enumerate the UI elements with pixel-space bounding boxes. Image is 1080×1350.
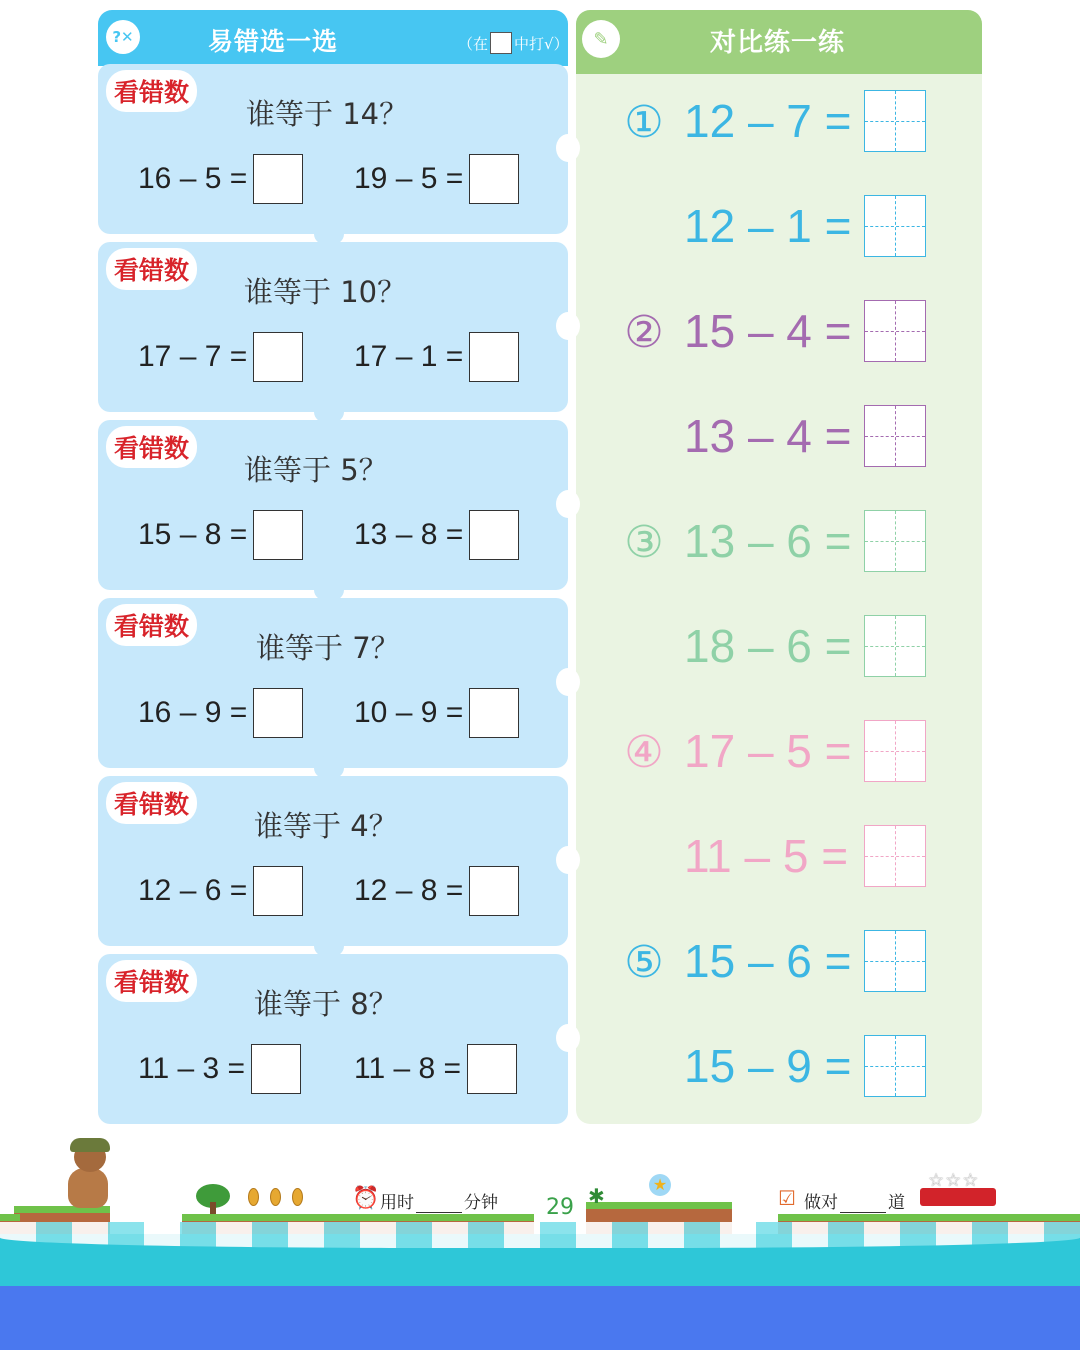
coin-icon [270, 1188, 281, 1206]
problem-number: ④ [624, 727, 664, 777]
time-blank[interactable] [416, 1212, 462, 1213]
star-bubble-icon: ★ [649, 1174, 671, 1196]
practice-row [620, 1035, 950, 1101]
checkbox-answer[interactable] [253, 688, 303, 738]
practice-row [620, 195, 950, 261]
practice-expression: 15 – 4 = [684, 305, 852, 357]
card-notch [556, 668, 580, 696]
mistake-badge: 看错数 [106, 248, 197, 290]
choice-card [98, 64, 568, 234]
option-right [354, 154, 519, 204]
option-left [138, 510, 303, 560]
card-notch [556, 846, 580, 874]
option-expression: 17 – 1 = [354, 340, 464, 373]
checkmark-icon: ☑ [778, 1186, 796, 1210]
card-notch [556, 490, 580, 518]
problem-number: ② [624, 307, 664, 357]
checkbox-answer[interactable] [469, 154, 519, 204]
option-expression: 16 – 9 = [138, 696, 248, 729]
option-expression: 19 – 5 = [354, 162, 464, 195]
practice-row [620, 405, 950, 471]
checkbox-answer[interactable] [469, 688, 519, 738]
card-question: 谁等于 8？ [254, 987, 398, 1021]
card-notch [556, 1024, 580, 1052]
choice-card [98, 954, 568, 1124]
choice-card [98, 242, 568, 412]
practice-expression: 18 – 6 = [684, 620, 852, 672]
correct-record [804, 1188, 905, 1213]
card-question: 谁等于 5？ [244, 453, 388, 487]
practice-expression: 12 – 1 = [684, 200, 852, 252]
instruction-prefix: （在 [458, 34, 489, 53]
plant-icon: ✱ [588, 1184, 605, 1208]
answer-grid[interactable] [864, 1035, 926, 1097]
mistake-badge: 看错数 [106, 70, 197, 112]
choice-card [98, 776, 568, 946]
answer-grid[interactable] [864, 720, 926, 782]
option-left [138, 866, 303, 916]
option-left [138, 154, 303, 204]
practice-row [620, 825, 950, 891]
problem-number: ⑤ [624, 937, 664, 987]
checkbox-answer[interactable] [467, 1044, 517, 1094]
right-section-title: 对比练一练 [710, 28, 846, 58]
answer-grid[interactable] [864, 300, 926, 362]
practice-expression: 12 – 7 = [684, 95, 852, 147]
practice-expression: 17 – 5 = [684, 725, 852, 777]
problem-number: ① [624, 97, 664, 147]
practice-expression: 11 – 5 = [684, 830, 849, 882]
choice-card [98, 420, 568, 590]
left-section-instruction [458, 32, 569, 54]
option-right [354, 688, 519, 738]
card-notch [556, 312, 580, 340]
checkbox-answer[interactable] [251, 1044, 301, 1094]
coin-icon [292, 1188, 303, 1206]
bottom-band [0, 1286, 1080, 1350]
mistake-badge: 看错数 [106, 960, 197, 1002]
card-notch [556, 134, 580, 162]
coin-icon [248, 1188, 259, 1206]
time-label: 用时 [380, 1193, 414, 1213]
instruction-box-icon [490, 32, 512, 54]
checkbox-answer[interactable] [469, 332, 519, 382]
practice-row [620, 615, 950, 681]
option-expression: 11 – 8 = [354, 1052, 462, 1085]
checkbox-answer[interactable] [469, 866, 519, 916]
problem-number: ③ [624, 517, 664, 567]
option-expression: 17 – 7 = [138, 340, 248, 373]
practice-row [620, 510, 950, 576]
practice-expression: 13 – 6 = [684, 515, 852, 567]
correct-blank[interactable] [840, 1212, 886, 1213]
checkbox-answer[interactable] [253, 510, 303, 560]
answer-grid[interactable] [864, 510, 926, 572]
answer-grid[interactable] [864, 405, 926, 467]
card-question: 谁等于 7？ [256, 631, 400, 665]
answer-grid[interactable] [864, 90, 926, 152]
time-record [380, 1188, 498, 1213]
right-section-header [576, 10, 982, 74]
practice-expression: 15 – 6 = [684, 935, 852, 987]
correct-unit: 道 [888, 1193, 905, 1213]
option-expression: 12 – 6 = [138, 874, 248, 907]
choice-card [98, 598, 568, 768]
option-right [354, 510, 519, 560]
option-right [354, 866, 519, 916]
quiz-icon: ?✕ [106, 20, 140, 54]
checkbox-answer[interactable] [253, 332, 303, 382]
mistake-badge: 看错数 [106, 426, 197, 468]
practice-expression: 13 – 4 = [684, 410, 852, 462]
option-expression: 12 – 8 = [354, 874, 464, 907]
pencil-icon: ✎ [582, 20, 620, 58]
answer-grid[interactable] [864, 930, 926, 992]
answer-grid[interactable] [864, 615, 926, 677]
option-expression: 11 – 3 = [138, 1052, 246, 1085]
answer-grid[interactable] [864, 825, 926, 887]
wave-band [0, 1222, 1080, 1248]
option-left [138, 1044, 301, 1094]
clock-icon: ⏰ [352, 1186, 380, 1211]
star-rating-icon[interactable]: ☆☆☆ [928, 1170, 980, 1191]
correct-label: 做对 [804, 1193, 838, 1213]
option-expression: 16 – 5 = [138, 162, 248, 195]
option-right [354, 1044, 517, 1094]
tree-trunk [210, 1202, 216, 1214]
left-section-header [98, 10, 568, 66]
page-number: 29 [546, 1195, 574, 1220]
option-left [138, 688, 303, 738]
card-question: 谁等于 10？ [244, 275, 407, 309]
checkbox-answer[interactable] [253, 866, 303, 916]
card-question: 谁等于 14？ [246, 97, 409, 131]
mistake-badge: 看错数 [106, 604, 197, 646]
option-left [138, 332, 303, 382]
instruction-suffix: 中打√） [514, 34, 569, 53]
option-right [354, 332, 519, 382]
practice-row [620, 300, 950, 366]
practice-expression: 15 – 9 = [684, 1040, 852, 1092]
option-expression: 13 – 8 = [354, 518, 464, 551]
practice-row [620, 90, 950, 156]
option-expression: 15 – 8 = [138, 518, 248, 551]
practice-row [620, 930, 950, 996]
checkbox-answer[interactable] [253, 154, 303, 204]
practice-row [620, 720, 950, 786]
checkbox-answer[interactable] [469, 510, 519, 560]
card-question: 谁等于 4？ [254, 809, 398, 843]
mistake-badge: 看错数 [106, 782, 197, 824]
option-expression: 10 – 9 = [354, 696, 464, 729]
answer-grid[interactable] [864, 195, 926, 257]
mascot-illustration [66, 1142, 110, 1208]
time-unit: 分钟 [464, 1193, 498, 1213]
left-section-title: 易错选一选 [208, 27, 339, 56]
